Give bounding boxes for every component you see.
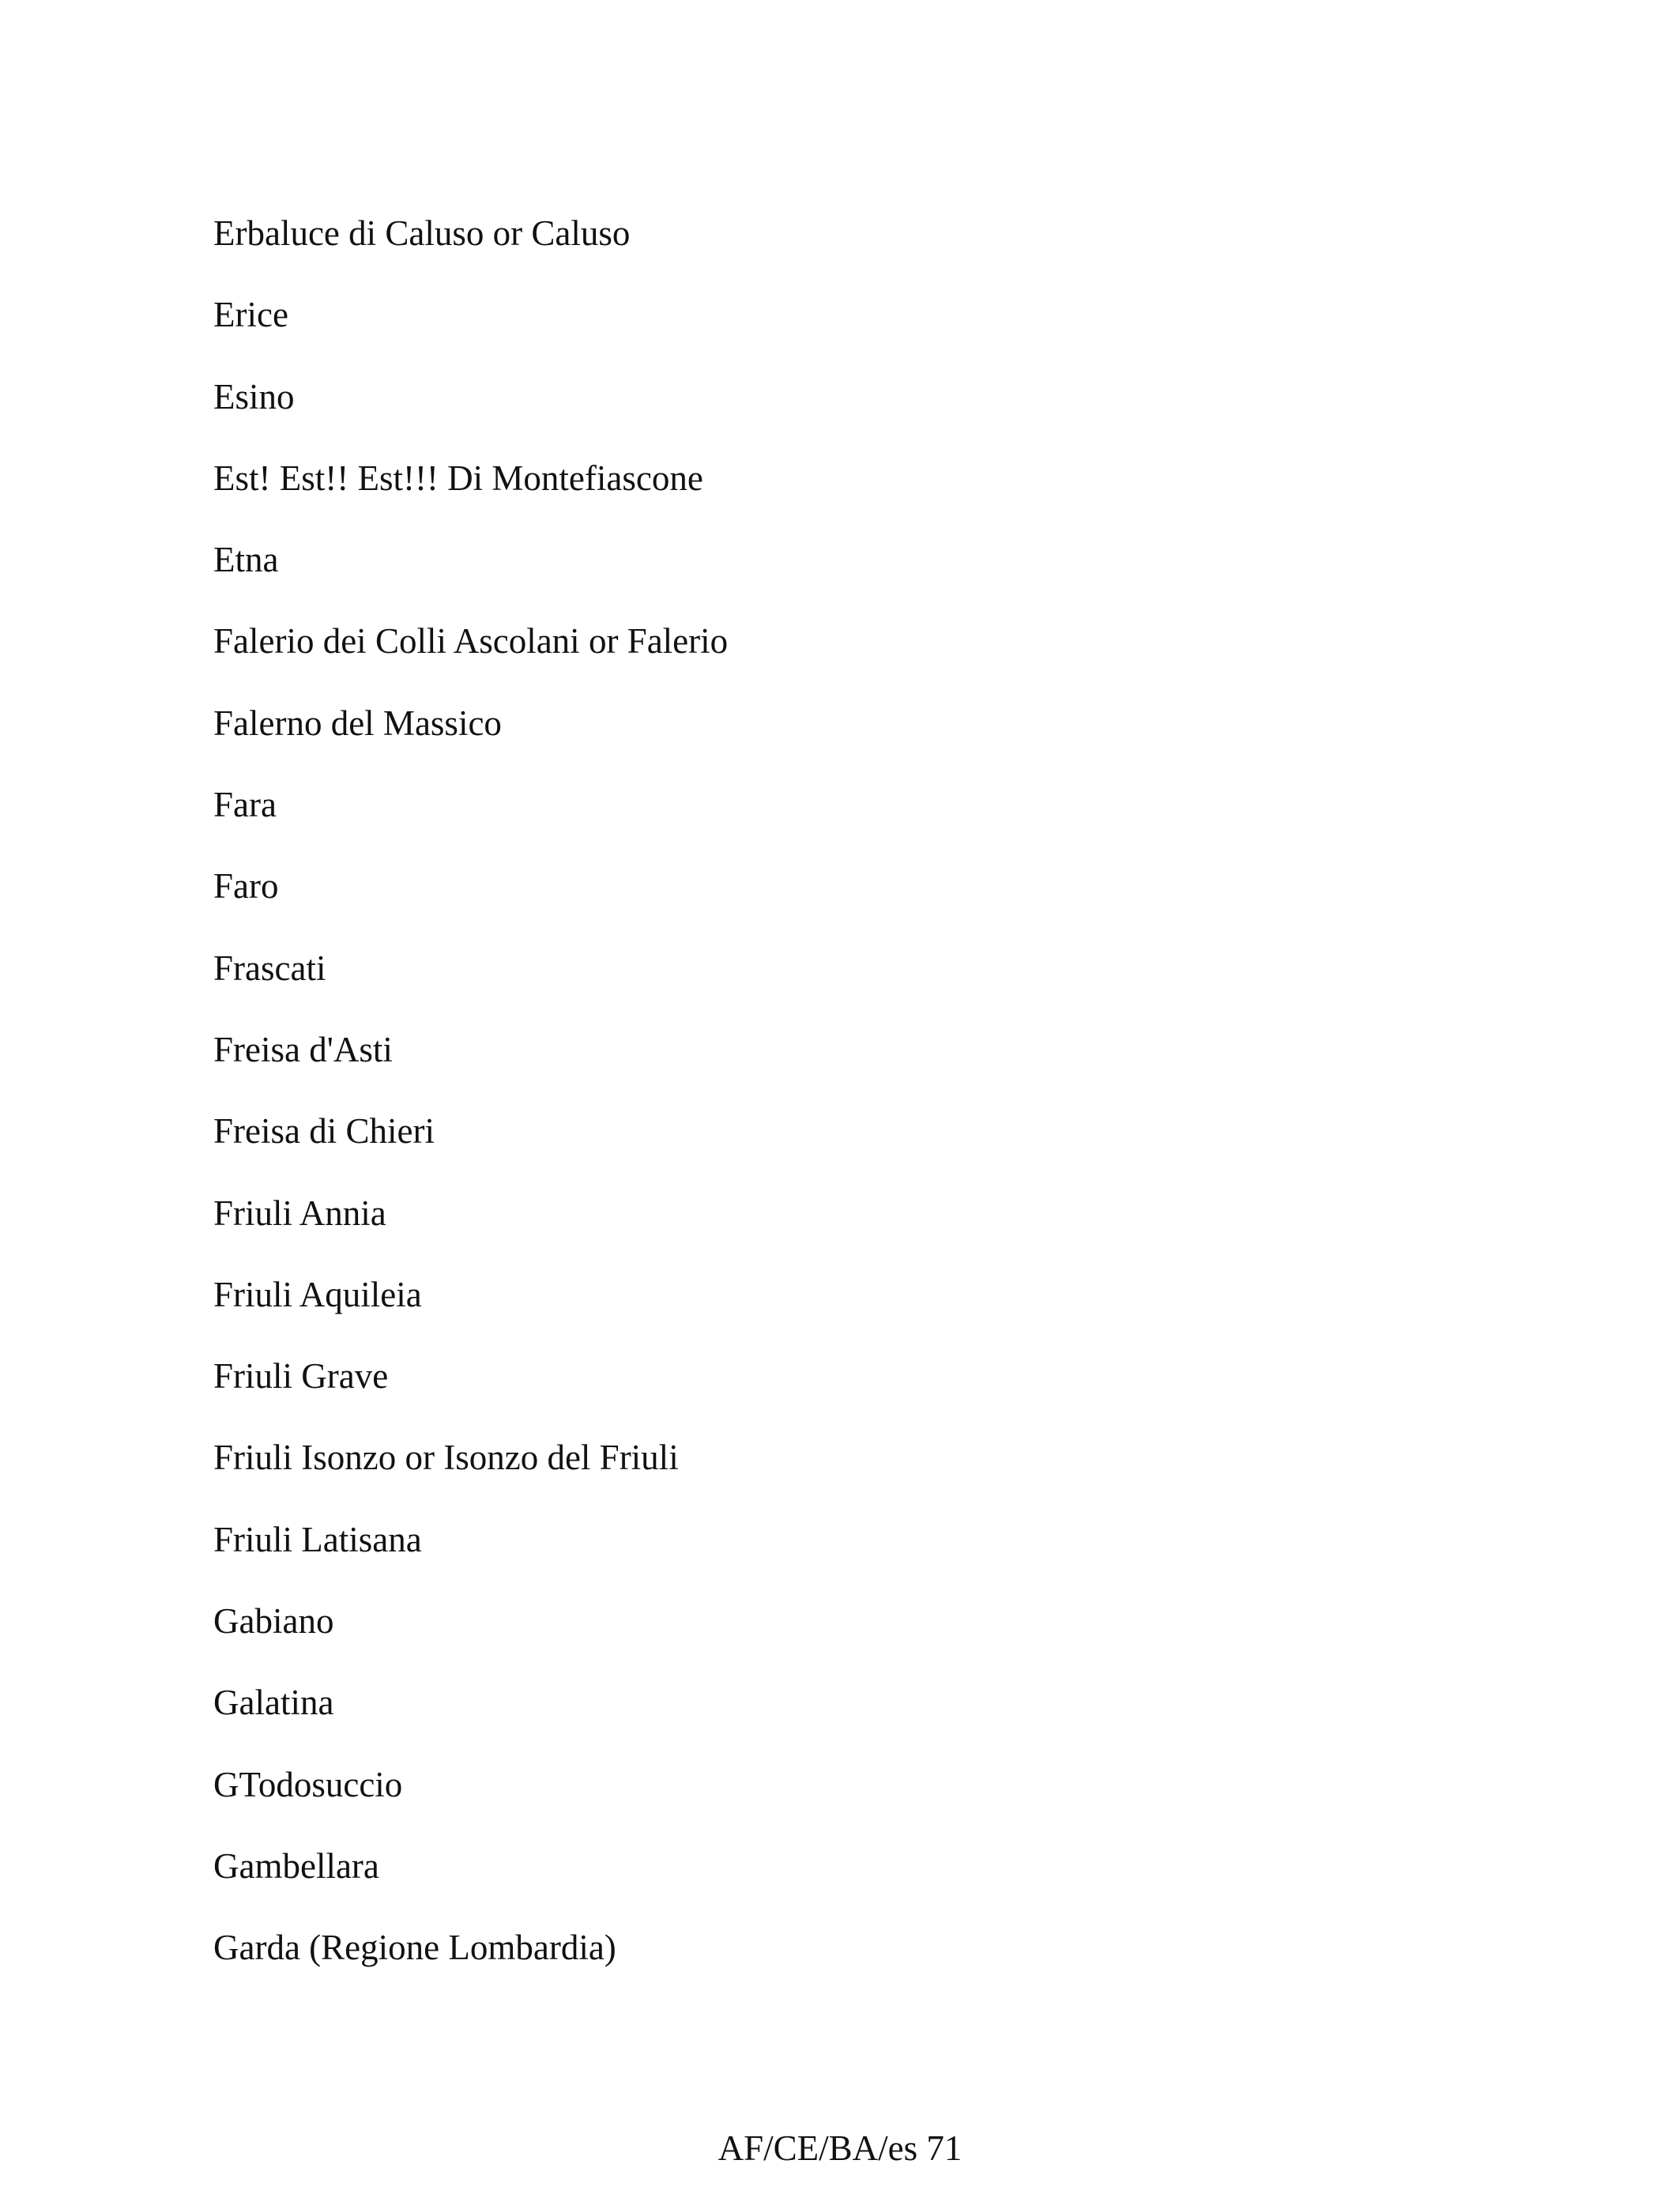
- list-item: Friuli Isonzo or Isonzo del Friuli: [213, 1438, 679, 1478]
- list-item: Erbaluce di Caluso or Caluso: [213, 213, 631, 253]
- list-item: Gambellara: [213, 1845, 379, 1886]
- list-item: Etna: [213, 540, 279, 580]
- list-item: Freisa d'Asti: [213, 1029, 393, 1069]
- list-item: Fara: [213, 785, 277, 825]
- list-item: Falerio dei Colli Ascolani or Falerio: [213, 621, 729, 662]
- list-item: Est! Est!! Est!!! Di Montefiascone: [213, 458, 703, 498]
- list-item: Garda (Regione Lombardia): [213, 1928, 616, 1968]
- list-item: GTodosuccio: [213, 1764, 403, 1804]
- list-item: Erice: [213, 295, 288, 335]
- list-item: Galatina: [213, 1683, 334, 1723]
- list-item: Esino: [213, 376, 295, 417]
- list-item: Falerno del Massico: [213, 703, 502, 743]
- list-item: Faro: [213, 866, 279, 907]
- list-item: Freisa di Chieri: [213, 1111, 435, 1152]
- list-item: Friuli Aquileia: [213, 1274, 422, 1314]
- list-item: Friuli Annia: [213, 1193, 386, 1233]
- list-item: Friuli Latisana: [213, 1519, 422, 1559]
- list-item: Gabiano: [213, 1601, 334, 1642]
- page-footer-reference: AF/CE/BA/es 71: [718, 2128, 962, 2168]
- list-item: Friuli Grave: [213, 1356, 389, 1397]
- list-item: Frascati: [213, 948, 326, 988]
- wine-name-list: [213, 193, 728, 1989]
